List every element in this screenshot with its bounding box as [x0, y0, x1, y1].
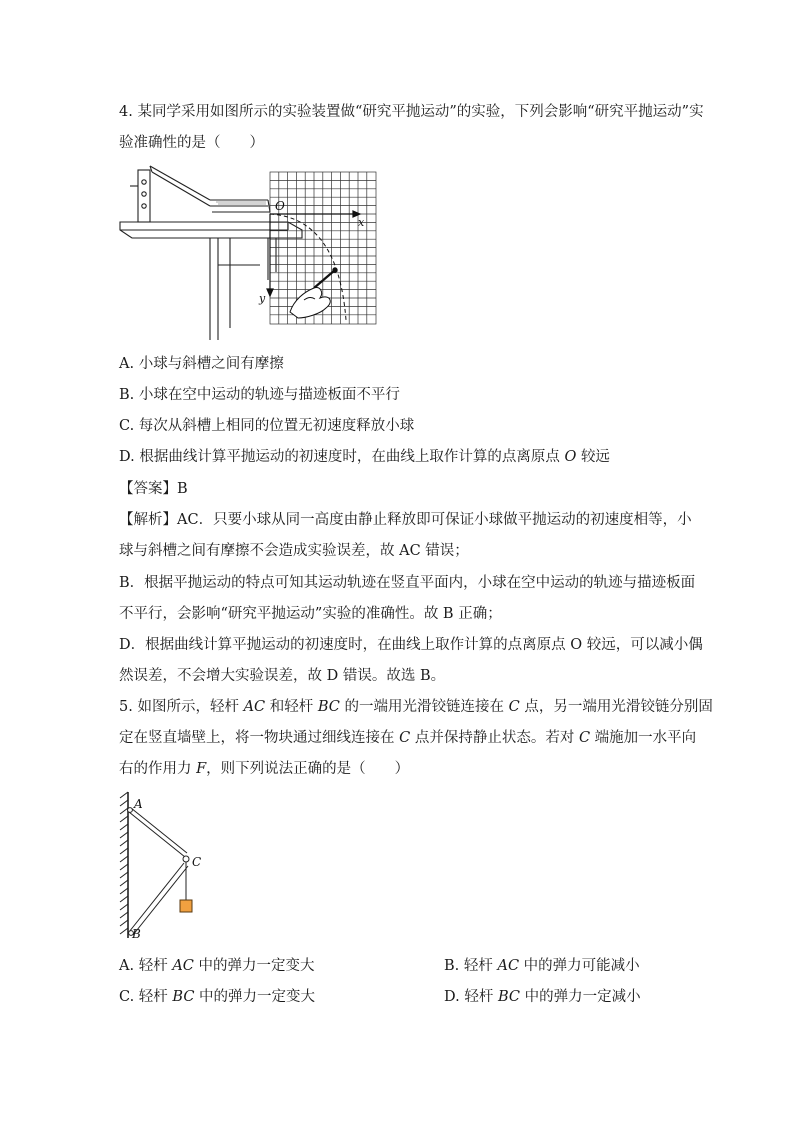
q4-analysis-line3: B．根据平抛运动的特点可知其运动轨迹在竖直平面内，小球在空中运动的轨迹与描迹板面	[119, 575, 696, 591]
q4-stem-line2: 验准确性的是（ ）	[119, 135, 264, 151]
point-a-label: A	[134, 797, 143, 811]
y-axis-label: y	[259, 292, 266, 305]
q5-stem-line3: 右的作用力 F，则下列说法正确的是（ ）	[119, 761, 410, 777]
q5-option-c: C. 轻杆 BC 中的弹力一定变大	[119, 989, 316, 1005]
q4-option-c: C. 每次从斜槽上相同的位置无初速度释放小球	[119, 418, 415, 434]
point-b-label: B	[132, 927, 141, 941]
q4-analysis-line6: 然误差，不会增大实验误差，故 D 错误。故选 B。	[119, 668, 446, 684]
q4-analysis-line1: 【解析】AC．只要小球从同一高度由静止释放即可保证小球做平抛运动的初速度相等，小	[119, 512, 692, 528]
q5-stem-line2: 定在竖直墙壁上，将一物块通过细线连接在 C 点并保持静止状态。若对 C 端施加一水平向	[119, 730, 697, 746]
answer-value: B	[177, 481, 188, 497]
analysis-label: 【解析】	[119, 512, 177, 528]
q4-stem-line1: 4. 某同学采用如图所示的实验装置做“研究平抛运动”的实验，下列会影响“研究平抛运动”实	[119, 104, 704, 120]
q5-option-d: D. 轻杆 BC 中的弹力一定减小	[444, 989, 641, 1005]
x-axis-label: x	[358, 216, 365, 229]
q5-option-a: A. 轻杆 AC 中的弹力一定变大	[119, 958, 315, 974]
q5-rod-wall-figure	[116, 790, 216, 940]
q5-stem-line1: 5. 如图所示，轻杆 AC 和轻杆 BC 的一端用光滑铰链连接在 C 点，另一端用光滑铰链分别固	[119, 699, 713, 715]
q4-analysis-line5: D．根据曲线计算平抛运动的初速度时，在曲线上取作计算的点离原点 O 较远，可以减小偶	[119, 637, 703, 653]
answer-label: 【答案】	[119, 481, 177, 497]
q4-analysis-line4: 不平行，会影响“研究平抛运动”实验的准确性。故 B 正确；	[119, 606, 502, 622]
point-c-label: C	[192, 855, 202, 869]
q4-option-b: B. 小球在空中运动的轨迹与描迹板面不平行	[119, 387, 400, 403]
q4-answer	[119, 479, 188, 499]
q4-option-d: D. 根据曲线计算平抛运动的初速度时，在曲线上取作计算的点离原点 O 较远	[119, 449, 610, 465]
origin-label: O	[275, 199, 285, 213]
q4-projectile-apparatus-figure	[118, 160, 380, 342]
block-weight	[180, 900, 192, 912]
q5-option-b: B. 轻杆 AC 中的弹力可能减小	[444, 958, 640, 974]
q4-option-a: A. 小球与斜槽之间有摩擦	[119, 356, 284, 372]
q4-analysis-line2: 球与斜槽之间有摩擦不会造成实验误差，故 AC 错误；	[119, 543, 469, 559]
hand-pen-icon	[290, 268, 337, 318]
